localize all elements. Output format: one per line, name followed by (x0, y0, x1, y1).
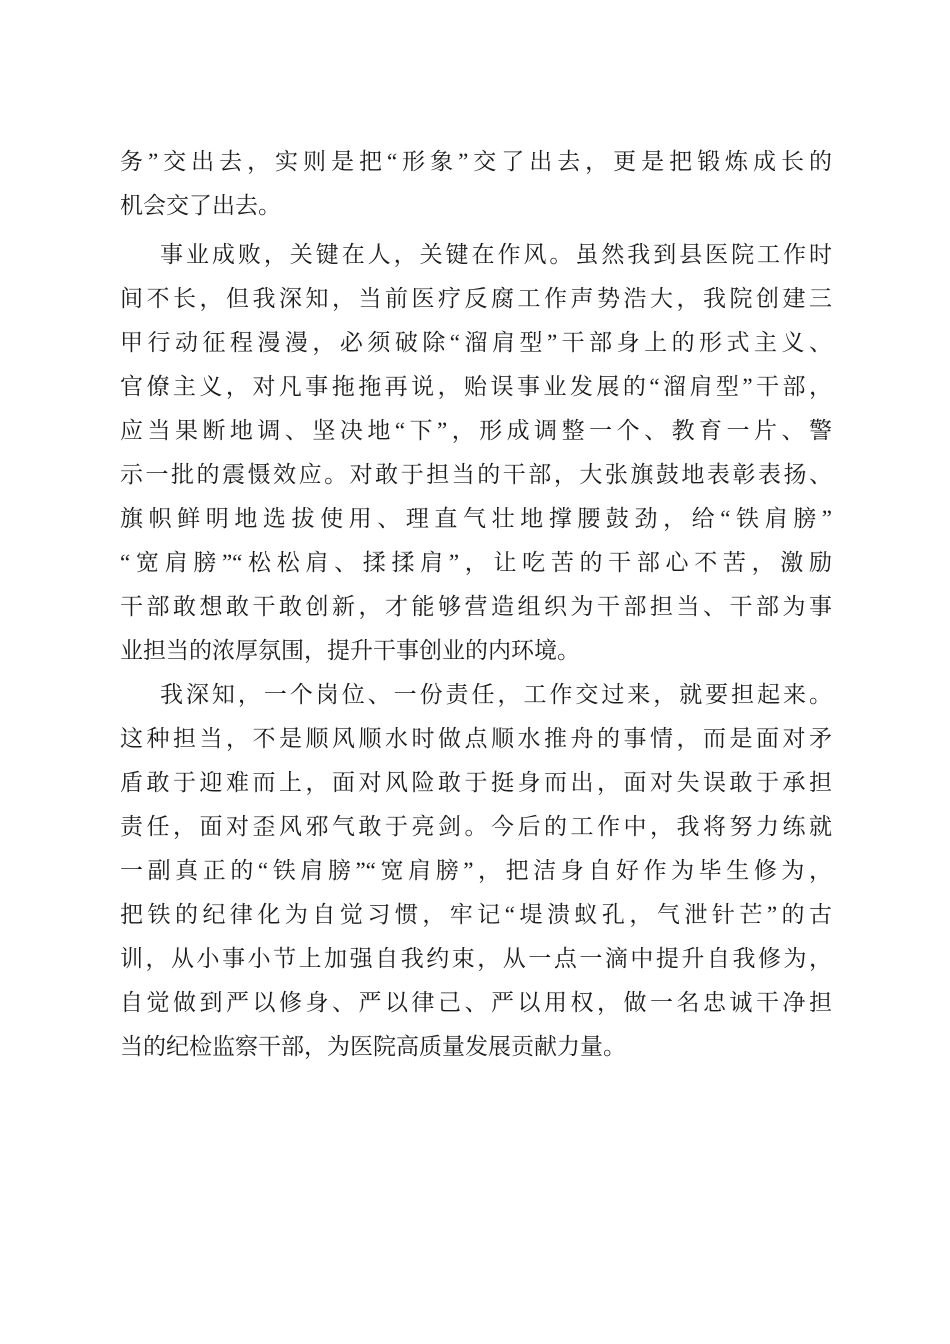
text-line: 示一批的震慑效应。对敢于担当的干部，大张旗鼓地表彰表扬、 (120, 462, 832, 487)
text-line: 我深知，一个岗位、一份责任，工作交过来，就要担起来。 (160, 682, 832, 707)
text-line: 当的纪检监察干部，为医院高质量发展贡献力量。 (120, 1034, 626, 1059)
text-line: 干部敢想敢干敢创新，才能够营造组织为干部担当、干部为事 (120, 594, 832, 619)
text-line: 旗帜鲜明地选拔使用、理直气壮地撑腰鼓劲，给“铁肩膀” (120, 506, 832, 531)
paragraph-continued (120, 140, 832, 228)
text-line: 盾敢于迎难而上，面对风险敢于挺身而出，面对失误敢于承担 (120, 770, 832, 795)
text-line: 甲行动征程漫漫，必须破除“溜肩型”干部身上的形式主义、 (120, 330, 832, 355)
text-line: 把铁的纪律化为自觉习惯，牢记“堤溃蚁孔，气泄针芒”的古 (120, 902, 832, 927)
text-line: 训，从小事小节上加强自我约束，从一点一滴中提升自我修为， (120, 946, 832, 971)
text-line: 业担当的浓厚氛围，提升干事创业的内环境。 (120, 638, 580, 663)
text-line: 机会交了出去。 (120, 193, 281, 218)
text-line: 责任，面对歪风邪气敢于亮剑。今后的工作中，我将努力练就 (120, 814, 832, 839)
text-line: “宽肩膀”“松松肩、揉揉肩”，让吃苦的干部心不苦，激励 (120, 550, 832, 575)
text-line: 这种担当，不是顺风顺水时做点顺水推舟的事情，而是面对矛 (120, 726, 832, 751)
paragraph (120, 673, 832, 1069)
text-line: 事业成败，关键在人，关键在作风。虽然我到县医院工作时 (160, 242, 832, 267)
text-line: 应当果断地调、坚决地“下”，形成调整一个、教育一片、警 (120, 418, 832, 443)
document-body (120, 140, 832, 1069)
paragraph (120, 233, 832, 673)
text-line: 间不长，但我深知，当前医疗反腐工作声势浩大，我院创建三 (120, 286, 832, 311)
text-line: 官僚主义，对凡事拖拖再说，贻误事业发展的“溜肩型”干部， (120, 374, 832, 399)
text-line: 一副真正的“铁肩膀”“宽肩膀”，把洁身自好作为毕生修为， (120, 858, 832, 883)
text-line: 务”交出去，实则是把“形象”交了出去，更是把锻炼成长的 (120, 149, 832, 174)
text-line: 自觉做到严以修身、严以律己、严以用权，做一名忠诚干净担 (120, 990, 832, 1015)
